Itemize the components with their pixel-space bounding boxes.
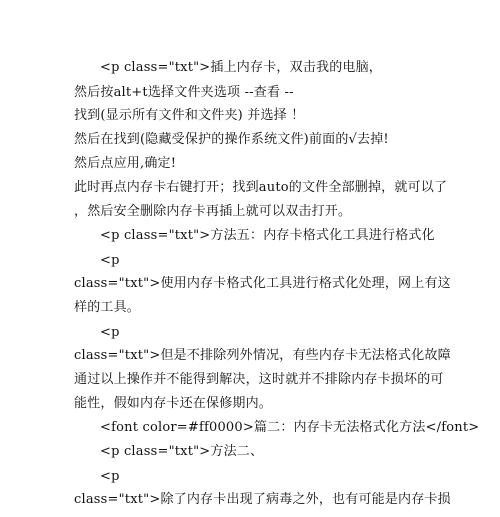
text-line-16: <font color=#ff0000>篇二：内存卡无法格式化方法</font> xyxy=(100,420,480,435)
text-line-10: class="txt">使用内存卡格式化工具进行格式化处理，网上有这 xyxy=(74,276,451,291)
text-line-6: 此时再点内存卡右键打开；找到auto的文件全部删掉，就可以了 xyxy=(74,180,448,195)
text-line-11: 样的工具。 xyxy=(74,300,141,315)
text-line-4: 然后在找到(隐藏受保护的操作系统文件)前面的√去掉! xyxy=(74,132,389,147)
text-line-12: <p xyxy=(100,325,120,340)
text-line-8: <p class="txt">方法五：内存卡格式化工具进行格式化 xyxy=(100,228,435,243)
text-line-14: 通过以上操作并不能得到解决，这时就并不排除内存卡损坏的可 xyxy=(74,372,444,387)
text-line-1: <p class="txt">插上内存卡，双击我的电脑， xyxy=(100,60,383,75)
text-line-17: <p class="txt">方法二、 xyxy=(100,444,264,459)
text-line-9: <p xyxy=(100,253,120,268)
text-line-7: ，然后安全删除内存卡再插上就可以双击打开。 xyxy=(74,204,352,219)
text-line-3: 找到(显示所有文件和文件夹) 并选择 ！ xyxy=(74,108,305,123)
text-line-19: class="txt">除了内存卡出现了病毒之外，也有可能是内存卡损 xyxy=(74,492,451,507)
text-line-5: 然后点应用,确定! xyxy=(74,156,177,171)
text-line-2: 然后按alt+t选择文件夹选项 --查看 -- xyxy=(74,85,294,100)
text-line-13: class="txt">但是不排除列外情况，有些内存卡无法格式化故障 xyxy=(74,348,451,363)
text-line-18: <p xyxy=(100,469,120,484)
text-line-15: 能性，假如内存卡还在保修期内。 xyxy=(74,396,273,411)
